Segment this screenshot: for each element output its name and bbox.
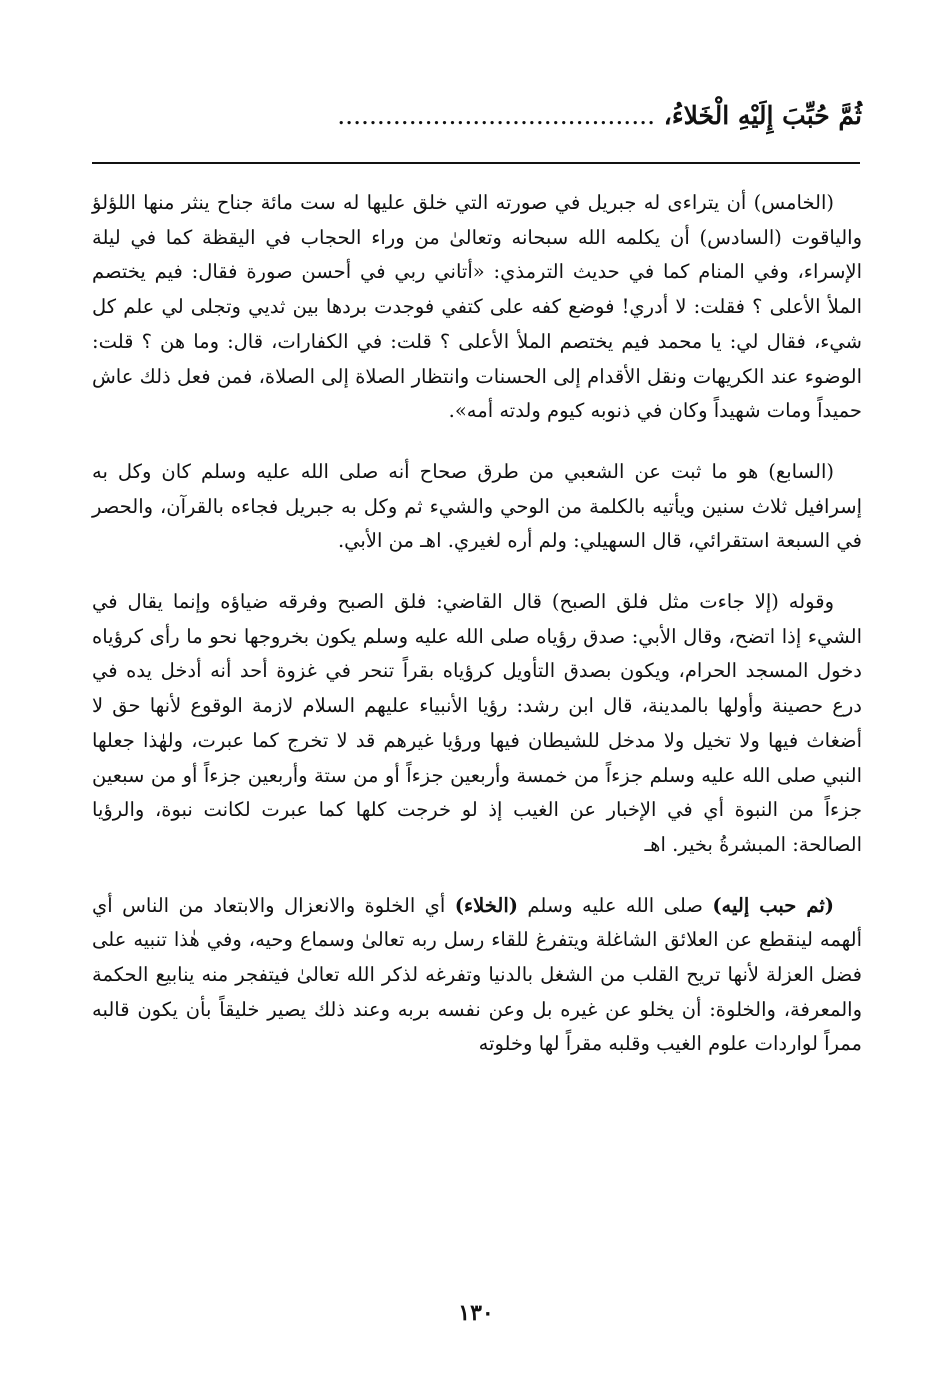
paragraph-gap (92, 863, 862, 889)
page-number: ١٣٠ (458, 1300, 494, 1326)
seclusion-commentary: أي الخلوة والانعزال والابتعاد من الناس أي ألهمه لينقطع عن العلائق الشاغلة ويتفرغ للقاء رسل ربه تعالىٰ وسماع وحيه، وفي هٰذا تنبيه على فضل العزلة لأنها تريح القلب من الشغل بالدنيا وتفرغه لذكر الله تعالىٰ فيتفجر منه ينابيع الحكمة والمعرفة، والخلوة: أن يخلو عن غيره بل وعن نفسه بربه وعند ذلك يصير خليقاً بأن يكون قالبه ممراً لواردات علوم الغيب وقلبه مقراً لها وخلوته (92, 893, 862, 1056)
paragraph-gap (92, 559, 862, 585)
running-header (92, 96, 862, 136)
header-divider (92, 162, 860, 164)
paragraph-fifth-sixth: (الخامس) أن يتراءى له جبريل في صورته التي خلق عليها له ست مائة جناح ينثر منها اللؤلؤ والياقوت (السادس) أن يكلمه الله سبحانه وتعالىٰ من وراء الحجاب في اليقظة كما في ليلة الإسراء، وفي المنام كما في حديث الترمذي: «أتاني ربي في أحسن صورة فقال: فيم يختصم الملأ الأعلى ؟ فقلت: لا أدري! فوضع كفه على كتفي فوجدت بردها بين ثديي وتجلى لي علم كل شيء، فقال لي: يا محمد فيم يختصم الملأ الأعلى ؟ قلت: في الكفارات، قال: وما هن ؟ قلت: الوضوء عند الكريهات ونقل الأقدام إلى الحسنات وانتظار الصلاة إلى الصلاة، فمن فعل ذلك عاش حميداً ومات شهيداً وكان في ذنوبه كيوم ولدته أمه». (92, 191, 862, 423)
main-text (92, 186, 862, 1062)
paragraph-seventh: (السابع) هو ما ثبت عن الشعبي من طرق صحاح أنه صلى الله عليه وسلم كان وكل به إسرافيل ثلاث سنين ويأتيه بالكلمة من الوحي والشيء ثم وكل به جبريل فجاءه بالقرآن، والحصر في السبعة استقرائي، قال السهيلي: ولم أره لغيري. اهـ من الأبي. (92, 459, 862, 553)
header-title: ثُمَّ حُبِّبَ إِلَيْهِ الْخَلاءُ، (663, 101, 862, 130)
lemma-then-made-beloved: (ثم حبب إليه) (712, 893, 834, 917)
paragraph-dawn-vision: وقوله (إلا جاءت مثل فلق الصبح) قال القاضي: فلق الصبح وفرقه ضياؤه وإنما يقال في الشيء إذا اتضح، وقال الأبي: صدق رؤياه صلى الله عليه وسلم يكون بخروجها نحو ما رأى كرؤياه دخول المسجد الحرام، ويكون بصدق التأويل كرؤياه بقراً تنحر في غزوة أحد أنه أدخل يده في درع حصينة وأولها بالمدينة، قال ابن رشد: رؤيا الأنبياء عليهم السلام لازمة الوقوع لأنها حق لا أضغاث فيها ولا تخيل ولا مدخل للشيطان فيها ورؤيا غيرهم قد لا تخرج كما عبرت، ولهٰذا جعلها النبي صلى الله عليه وسلم جزءاً من خمسة وأربعين جزءاً أو من ستة وأربعين جزءاً أو من سبعين جزءاً من النبوة أي في الإخبار عن الغيب إذ لو خرجت كلها كما عبرت لكانت نبوة، والرؤيا الصالحة: المبشرةُ بخير. اهـ (92, 590, 862, 856)
header-dots: ........................................ (337, 101, 656, 130)
salutation: صلى الله عليه وسلم (518, 893, 713, 917)
paragraph-gap (92, 429, 862, 455)
paragraph-seclusion (92, 889, 862, 1063)
lemma-seclusion: (الخلاء) (454, 893, 518, 917)
